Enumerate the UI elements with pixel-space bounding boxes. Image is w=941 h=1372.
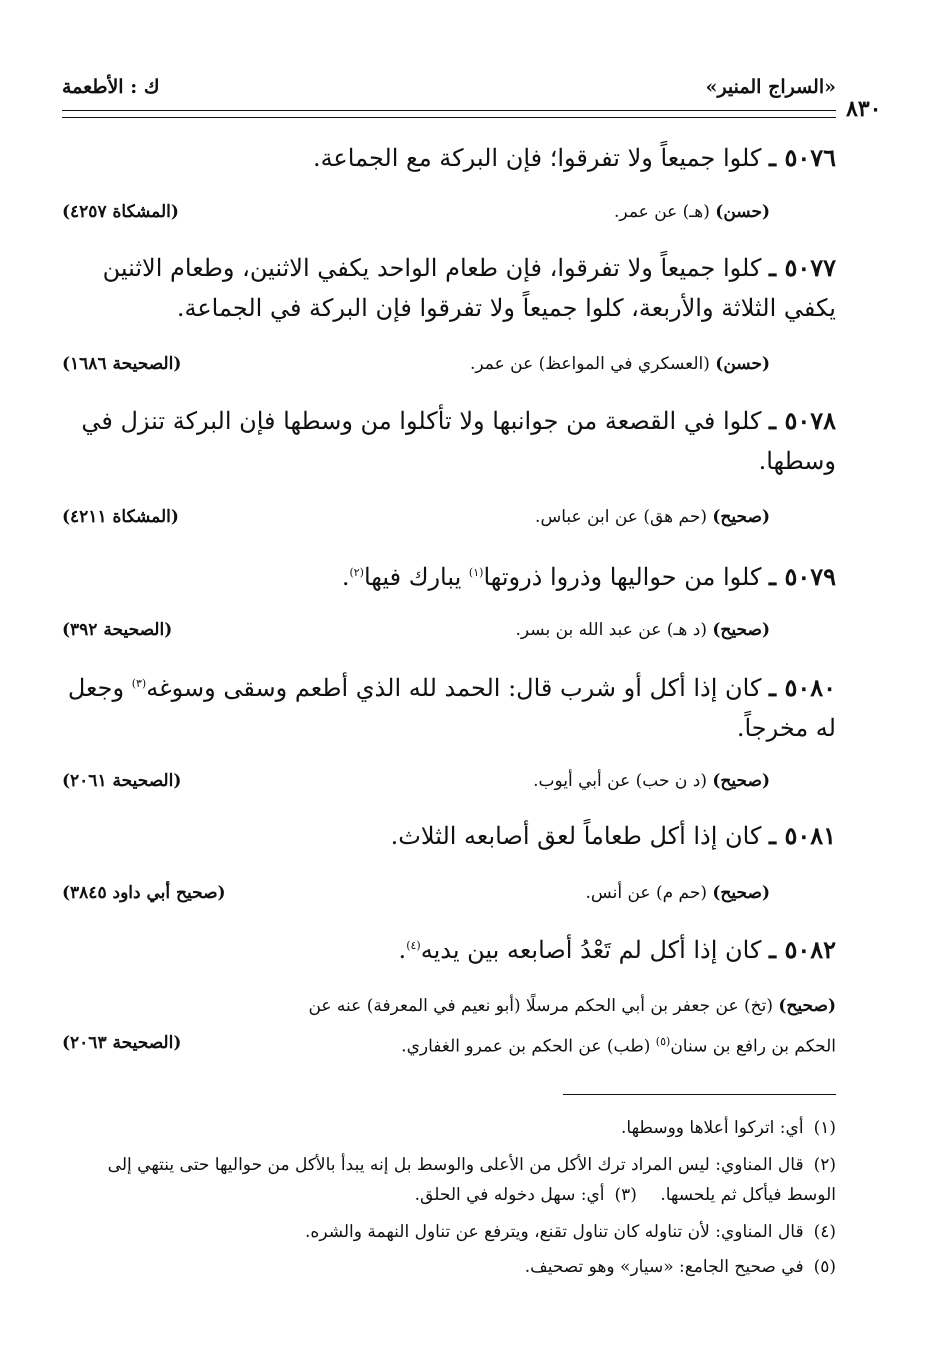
hadith-source-row: [62, 507, 836, 533]
hadith-reference: (الصحيحة ٣٩٢): [62, 620, 173, 640]
hadith-grade: (صحيح): [712, 771, 770, 791]
hadith-narrator: (د ن حب) عن أبي أيوب.: [533, 771, 707, 791]
hadith-source: [516, 620, 771, 640]
footnote-number: (٣): [614, 1185, 637, 1205]
hadith-source: [586, 883, 770, 903]
hadith-number: ٥٠٧٩ ـ: [769, 562, 836, 591]
hadith-text-continued: وجعل له مخرجاً.: [67, 674, 836, 742]
hadith-grade: (صحيح): [712, 883, 770, 903]
hadith-number: ٥٠٨٠ ـ: [769, 673, 836, 702]
page-header: [62, 76, 836, 106]
footnote: [62, 1150, 836, 1210]
hadith-source-row: [62, 771, 836, 797]
hadith-narrator: (حم م) عن أنس.: [585, 883, 707, 903]
footnote-text: قال المناوي: ليس المراد ترك الأكل من الأعلى والوسط بل إنه يبدأ بالأكل من حواليها حتى ينتهي إلى الوسط فيأكل ثم يلحسها.: [107, 1155, 836, 1205]
hadith-text-end: .: [398, 936, 407, 964]
footnote-number: (٥): [813, 1257, 836, 1277]
hadith-grade: (حسن): [715, 202, 770, 222]
footnote-marker[interactable]: (١): [468, 566, 484, 579]
hadith-source-row: [62, 202, 836, 228]
hadith-reference: (الصحيحة ١٦٨٦): [62, 354, 182, 374]
footnote: [62, 1252, 836, 1282]
chapter-title: ك : الأطعمة: [62, 76, 160, 98]
hadith-source: [533, 771, 770, 791]
hadith-narrator: (تخ) عن جعفر بن أبي الحكم مرسلًا (أبو نعيم في المعرفة) عنه عن الحكم بن رافع بن سنان: [308, 996, 836, 1057]
footnote-marker[interactable]: (٤): [406, 939, 421, 952]
hadith-text: كلوا من حواليها وذروا ذروتها: [483, 563, 762, 591]
hadith-reference: (صحيح أبي داود ٣٨٤٥): [62, 883, 226, 903]
footnote: [62, 1217, 836, 1247]
hadith-entry: [62, 401, 836, 481]
hadith-source: [470, 354, 770, 374]
hadith-text-continued: يبارك فيها: [363, 563, 469, 591]
hadith-entry: [62, 926, 836, 970]
hadith-text-end: .: [341, 563, 350, 591]
footnote-number: (١): [813, 1118, 836, 1138]
hadith-text: كلوا جميعاً ولا تفرقوا، فإن طعام الواحد يكفي الاثنين، وطعام الاثنين يكفي الثلاثة والأربعة، كلوا جميعاً ولا تفرقوا فإن البركة في الجماعة.: [102, 254, 836, 322]
book-title: «السراج المنير»: [705, 76, 836, 98]
hadith-narrator: (العسكري في المواعظ) عن عمر.: [470, 354, 710, 374]
footnote-number: (٤): [813, 1222, 836, 1242]
hadith-number: ٥٠٨٢ ـ: [769, 935, 836, 964]
hadith-number: ٥٠٧٦ ـ: [769, 143, 836, 172]
footnote-marker[interactable]: (٢): [349, 566, 364, 579]
hadith-entry: [62, 248, 836, 328]
hadith-number: ٥٠٧٨ ـ: [769, 406, 836, 435]
footnote-separator: [563, 1094, 836, 1095]
hadith-grade: (حسن): [715, 354, 770, 374]
hadith-source-row: [62, 354, 836, 380]
hadith-text: كان إذا أكل طعاماً لعق أصابعه الثلاث.: [390, 822, 762, 850]
hadith-reference: (المشكاة ٤٢١١): [62, 507, 179, 527]
hadith-source: [614, 202, 770, 222]
hadith-entry: [62, 816, 836, 856]
hadith-text: كلوا جميعاً ولا تفرقوا؛ فإن البركة مع الجماعة.: [312, 144, 762, 172]
footnote-text: أي: سهل دخوله في الحلق.: [414, 1185, 605, 1205]
hadith-number: ٥٠٧٧ ـ: [769, 253, 836, 282]
hadith-reference: (المشكاة ٤٢٥٧): [62, 202, 179, 222]
header-rule-double: [62, 117, 836, 118]
hadith-source-row: [62, 620, 836, 646]
hadith-narrator: (هـ) عن عمر.: [614, 202, 710, 222]
footnote-number: (٢): [813, 1155, 836, 1175]
hadith-reference: (الصحيحة ٢٠٦٣): [62, 1032, 182, 1053]
hadith-narrator: (د هـ) عن عبد الله بن بسر.: [515, 620, 707, 640]
hadith-text: كان إذا أكل لم تَعْدُ أصابعه بين يديه: [420, 936, 762, 964]
header-rule: [62, 110, 836, 111]
hadith-reference: (الصحيحة ٢٠٦١): [62, 771, 182, 791]
footnote-marker[interactable]: (٥): [655, 1035, 671, 1048]
footnote-marker[interactable]: (٣): [131, 677, 147, 690]
hadith-number: ٥٠٨١ ـ: [769, 821, 836, 850]
footnote-text: قال المناوي: لأن تناوله كان تناول تقنع، ويترفع عن تناول النهمة والشره.: [305, 1222, 804, 1242]
hadith-narrator: (حم هق) عن ابن عباس.: [535, 507, 707, 527]
hadith-source-block: [62, 988, 836, 1065]
hadith-source-row: [62, 883, 836, 909]
hadith-narrator-continued: (طب) عن الحكم بن عمرو الغفاري.: [401, 1036, 656, 1057]
footnote-text: أي: اتركوا أعلاها ووسطها.: [620, 1118, 804, 1138]
footnote: [62, 1113, 836, 1143]
hadith-grade: (صحيح): [712, 620, 770, 640]
hadith-entry: [62, 664, 836, 748]
hadith-entry: [62, 138, 836, 178]
footnote-text: في صحيح الجامع: «سيار» وهو تصحيف.: [524, 1257, 804, 1277]
hadith-source: [535, 507, 770, 527]
hadith-grade: (صحيح): [712, 507, 770, 527]
hadith-entry: [62, 553, 836, 597]
hadith-text: كلوا في القصعة من جوانبها ولا تأكلوا من وسطها فإن البركة تنزل في وسطها.: [81, 407, 836, 475]
hadith-text: كان إذا أكل أو شرب قال: الحمد لله الذي أطعم وسقى وسوغه: [146, 674, 762, 702]
page-number: ٨٣٠: [846, 96, 882, 122]
hadith-grade: (صحيح): [778, 996, 836, 1016]
